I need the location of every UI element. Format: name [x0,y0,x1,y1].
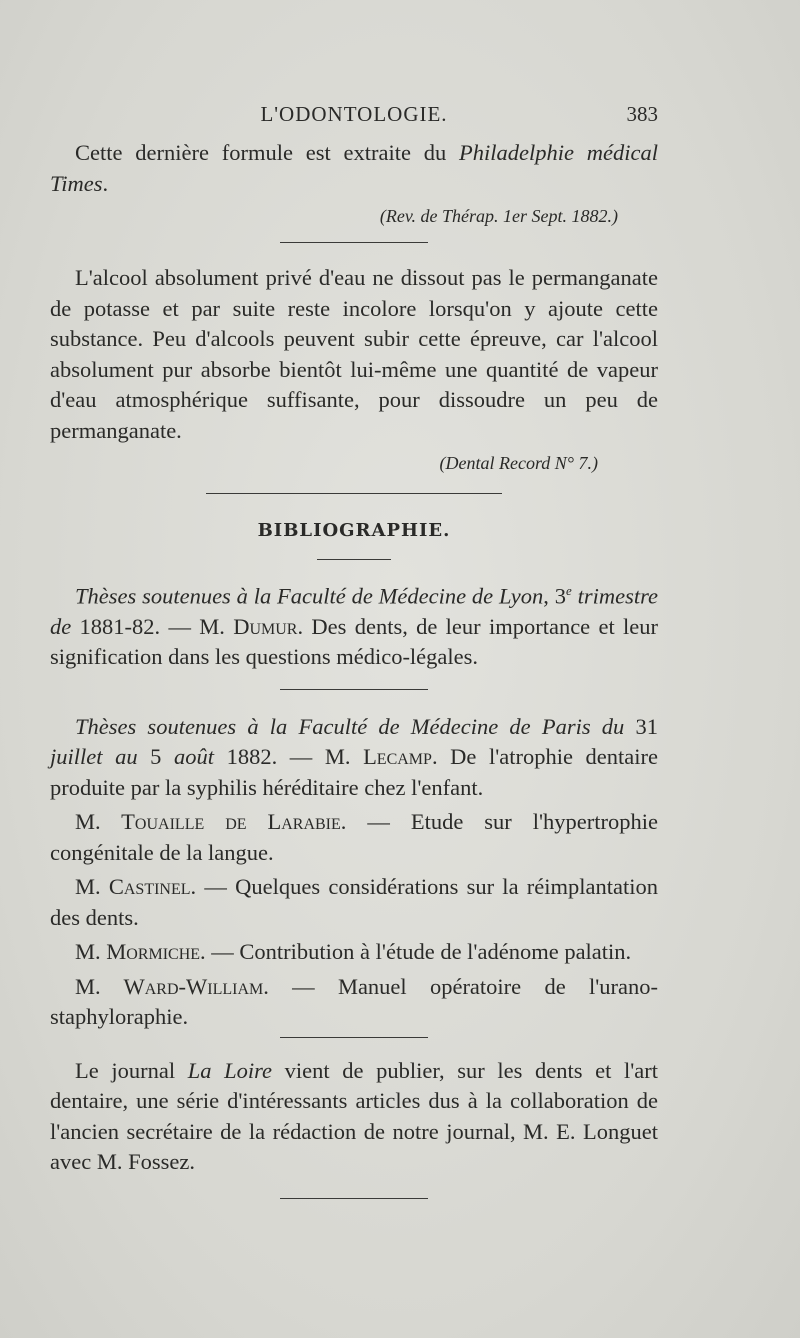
theses-year: 1882. — M. [214,744,364,769]
citation: (Dental Record N° 7.) [439,453,598,473]
entry-text: . — Quelques considérations sur la réimplantation des dents. [50,874,658,930]
journal-title: La Loire [187,1057,273,1083]
theses-entry [50,972,658,1033]
section-heading: BIBLIOGRAPHIE. [257,520,451,541]
paris-theses-paragraph [50,712,658,804]
entry-text: . — Contribution à l'étude de l'adénome palatin. [200,939,632,964]
ordinal-superscript: e [565,582,572,598]
theses-year: 1881-82. — M. [71,613,234,639]
page-body [50,138,658,1199]
theses-title: juillet au [50,744,138,769]
theses-date: 31 [624,713,658,739]
lyon-theses-paragraph [50,576,658,673]
short-rule [317,559,391,560]
paragraph-text: Cette dernière formule est extraite du [75,140,460,165]
theses-title: trimestre de [50,583,658,639]
author-name: Lecamp [363,744,432,769]
separator-rule [280,1198,428,1199]
loire-paragraph [50,1056,658,1178]
theses-date: 5 [137,744,174,769]
running-title: L'ODONTOLOGIE. [260,102,448,126]
paragraph-text: . [102,170,109,196]
page-number: 383 [626,102,658,126]
paragraph-text: vient de publier, sur les dents et l'art dentaire, une série d'intéressants articles dus à la collaboration de l'ancien secrétaire de la rédaction de notre journal, M. E. Longuet avec M. Fossez. [50,1057,658,1174]
author-name: Dumur [233,613,298,639]
author-name: M. Ward-William [75,973,264,999]
theses-number: , 3 [543,583,566,608]
entry-text: . — Manuel opératoire de l'urano-staphyloraphie. [50,973,658,1029]
author-name: M. Touaille de Larabie [75,809,341,834]
theses-title: Thèses soutenues à la Faculté de Médecine de Paris du [75,713,625,739]
paragraph-text: Le journal [75,1057,188,1083]
page-header [50,98,658,132]
journal-title: Philadelphie médical Times [50,140,658,196]
theses-title: Thèses soutenues à la Faculté de Médecine de Lyon [75,583,544,608]
theses-entry [50,807,658,868]
theses-title: août [173,744,214,769]
author-name: M. Castinel [75,874,191,899]
separator-rule [280,1037,428,1038]
alcohol-paragraph: L'alcool absolument privé d'eau ne dissout pas le permanganate de potasse et par suite reste incolore lorsqu'on y ajoute cette substance. Peu d'alcools peuvent subir cette épreuve, car l'alcool absolument pur absorbe bientôt lui-même une quantité de vapeur d'eau atmosphérique suffisante, pour dissoudre un peu de permanganate. [50,265,658,443]
entry-text: . — Etude sur l'hypertrophie congénitale de la langue. [50,809,658,865]
entry-text: . De l'atrophie dentaire produite par la syphilis héréditaire chez l'enfant. [50,744,659,800]
formula-source-paragraph [50,138,658,199]
entry-text: . Des dents, de leur importance et leur signification dans les questions médico-légales. [50,613,658,669]
section-rule [206,493,502,494]
separator-rule [280,242,428,243]
theses-entry [50,872,658,933]
theses-entry [50,937,658,968]
separator-rule [280,689,428,690]
citation: (Rev. de Thérap. 1er Sept. 1882.) [379,206,618,226]
author-name: M. Mormiche [75,939,201,964]
